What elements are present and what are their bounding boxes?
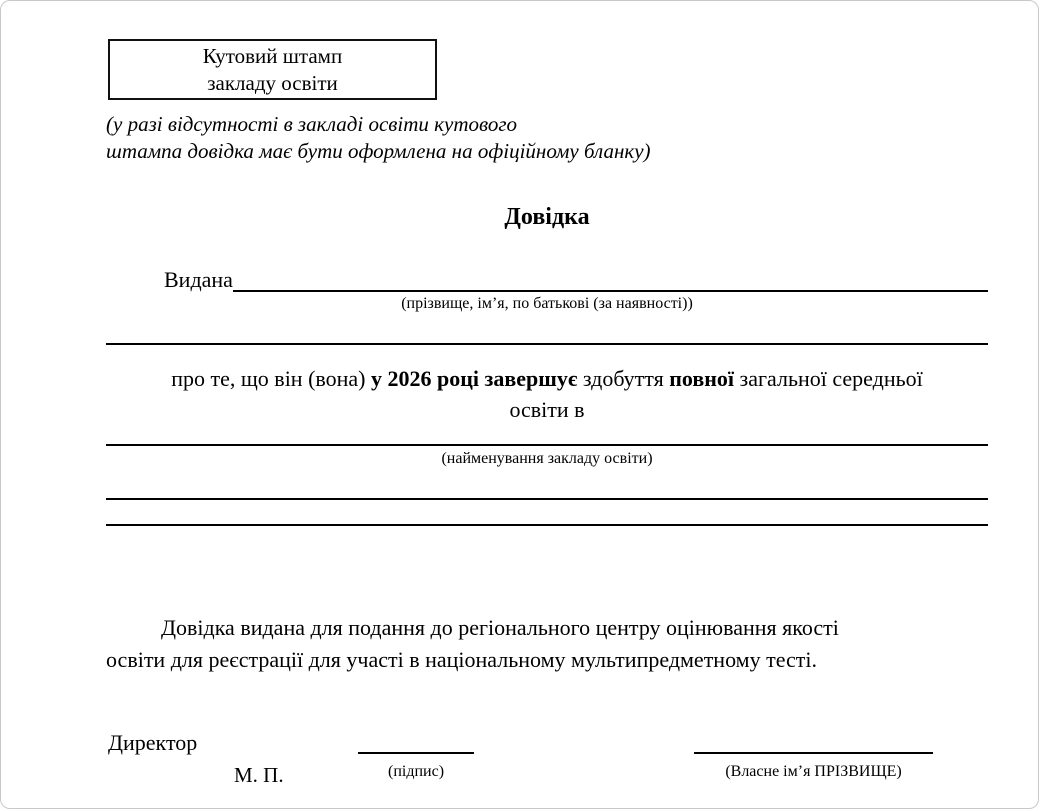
signature-blank-line: [358, 752, 474, 754]
completion-statement: [106, 363, 988, 425]
name-blank-line: [694, 752, 933, 754]
stamp-box-line1: Кутовий штамп: [202, 43, 343, 68]
completion-text: загальної середньої: [734, 366, 923, 391]
issued-to-row: [164, 265, 988, 292]
signature-caption: (підпис): [387, 763, 445, 780]
completion-year-bold: у 2026 році завершує: [371, 366, 578, 391]
completion-text: про те, що він (вона): [171, 366, 372, 391]
purpose-paragraph: [106, 612, 988, 676]
completion-full-bold: повної: [669, 366, 735, 391]
issued-name-caption: (прізвище, ім’я, по батькові (за наявності)): [401, 295, 693, 312]
stamp-note-line2: штампа довідка має бути оформлена на офіційному бланку): [106, 139, 651, 164]
completion-line2: освіти в: [509, 397, 585, 422]
corner-stamp-box: [108, 39, 437, 100]
stamp-absence-note: [106, 111, 651, 166]
stamp-note-line1: (у разі відсутності в закладі освіти кутового: [106, 112, 518, 136]
institution-caption: (найменування закладу освіти): [441, 450, 653, 467]
institution-blank-line: [106, 444, 988, 446]
issued-name-blank-line: [233, 265, 988, 292]
blank-line-2: [106, 498, 988, 500]
issued-label: Видана: [164, 267, 233, 292]
completion-text: здобуття: [577, 366, 670, 391]
blank-line-1: [106, 343, 988, 345]
purpose-line2: освіти для реєстрації для участі в національному мультипредметному тесті.: [106, 647, 818, 672]
blank-line-3: [106, 524, 988, 526]
completion-line1: [106, 363, 988, 394]
director-label: Директор: [108, 730, 198, 755]
stamp-place-label: М. П.: [234, 763, 284, 787]
document-title: Довідка: [504, 204, 590, 230]
stamp-box-line2: закладу освіти: [207, 70, 338, 95]
purpose-line1: Довідка видана для подання до регіонального центру оцінювання якості: [161, 615, 839, 640]
name-caption: (Власне ім’я ПРІЗВИЩЕ): [725, 763, 902, 780]
